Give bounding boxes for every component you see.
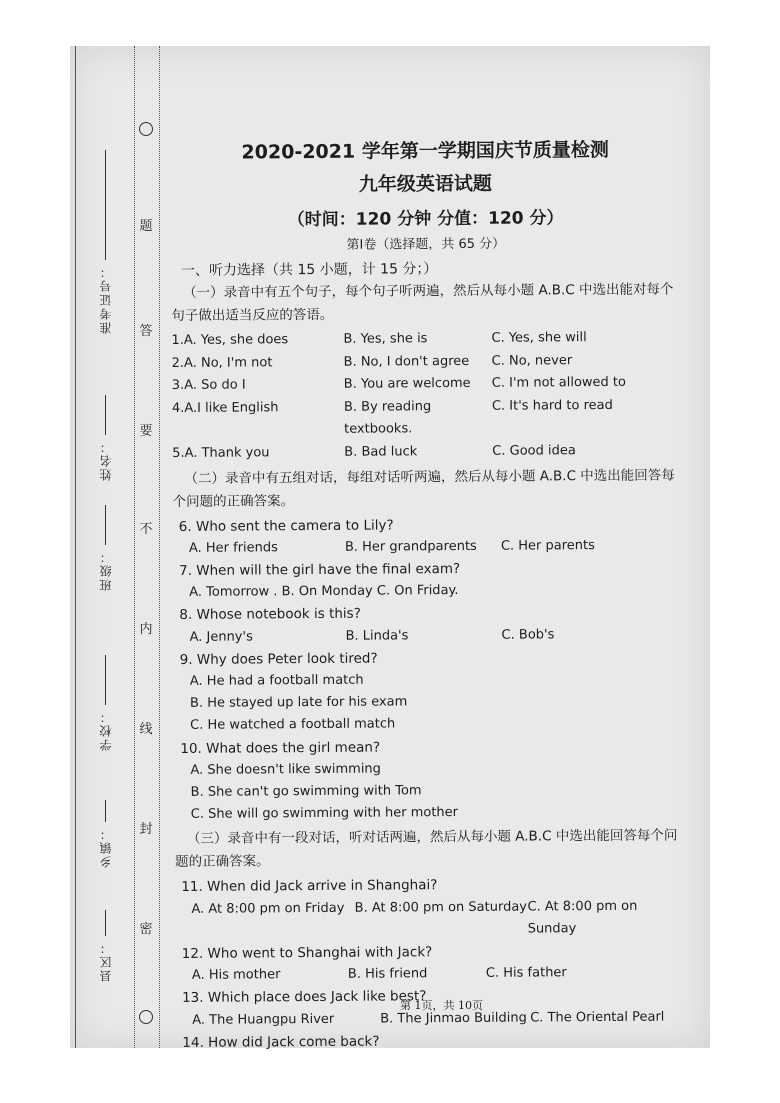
- question-8: 8. Whose notebook is this?: [179, 606, 361, 624]
- seal-circle-bottom: [139, 1010, 153, 1024]
- seal-char: 内: [138, 618, 154, 637]
- option-a: 5.A. Thank you: [172, 445, 270, 461]
- question-13: 13. Which place does Jack like best?: [182, 988, 427, 1007]
- option-c: C. The Oriental Pearl: [530, 1009, 665, 1026]
- option-b: B. Yes, she is: [343, 331, 428, 347]
- option-a: 2.A. No, I'm not: [171, 354, 273, 371]
- question-10: 10. What does the girl mean?: [180, 739, 381, 757]
- binding-edge-line: [75, 46, 76, 1048]
- option-c: C. Bob's: [501, 626, 555, 643]
- field-county[interactable]: [92, 910, 118, 982]
- question-12: 12. Who went to Shanghai with Jack?: [181, 944, 433, 962]
- option-c: C. It's hard to read: [491, 397, 613, 414]
- option-b: B. No, I don't agree: [343, 353, 470, 370]
- option-a: A. Her friends: [188, 540, 278, 556]
- part2-instruction: （二）录音中有五组对话，每组对话听两遍，然后从每小题 A.B.C 中选出能回答每个问题的正确答案。: [172, 467, 675, 510]
- question-7: 7. When will the girl have the final exam?: [179, 560, 461, 579]
- exam-content: [170, 126, 686, 1054]
- question-6: 6. Who sent the camera to Lily?: [178, 517, 394, 535]
- option-a: A. Jenny's: [189, 629, 253, 645]
- seal-char: 题: [138, 215, 154, 234]
- option-b: B. At 8:00 pm on Saturday: [354, 899, 528, 916]
- option-a: 1.A. Yes, she does: [171, 332, 289, 348]
- option-a: A. She doesn't like swimming: [190, 761, 381, 778]
- section-heading: 一、听力选择（共 15 小题，计 15 分；）: [180, 261, 438, 279]
- part1-instruction: （一）录音中有五个句子，每个句子听两遍，然后从每小题 A.B.C 中选出能对每个句子做出适当反应的答语。: [171, 281, 674, 324]
- question-11: 11. When did Jack arrive in Shanghai?: [181, 877, 438, 896]
- seal-circle-top: [139, 122, 153, 136]
- option-b: B. Linda's: [345, 627, 409, 644]
- volume-heading: 第Ⅰ卷（选择题，共 65 分）: [346, 236, 506, 253]
- option-c: C. Good idea: [492, 443, 576, 459]
- seal-char: 封: [138, 818, 154, 837]
- field-town-label: 乡镇：: [98, 826, 113, 868]
- field-school[interactable]: [92, 655, 118, 751]
- option-b: B. She can't go swimming with Tom: [190, 783, 422, 800]
- seal-char: 答: [138, 320, 154, 339]
- field-class[interactable]: [92, 505, 118, 591]
- page-number: 第 1页，共 10页: [400, 999, 483, 1012]
- field-town[interactable]: [92, 800, 118, 868]
- option-b: B. Her grandparents: [344, 538, 477, 555]
- option-b: B. You are welcome: [343, 376, 471, 392]
- option-c: C. No, never: [491, 352, 573, 369]
- field-exam-number-label: 准考证号：: [98, 264, 113, 334]
- answer-row: [172, 439, 682, 465]
- option-c: C. Her parents: [500, 537, 595, 554]
- exam-title: 2020-2021 学年第一学期国庆节质量检测: [241, 138, 609, 164]
- option-c: C. Yes, she will: [491, 330, 587, 346]
- option-b: B. By reading textbooks.: [343, 398, 432, 438]
- question-9: 9. Why does Peter look tired?: [179, 650, 378, 668]
- seal-char: 不: [138, 518, 154, 537]
- option-a: A. At 8:00 pm on Friday: [191, 900, 345, 917]
- field-school-label: 学校：: [98, 709, 113, 751]
- option-b: B. The Jinmao Building: [380, 1010, 527, 1027]
- question-11-options: [175, 895, 685, 943]
- option-c: C. I'm not allowed to: [491, 375, 627, 391]
- part3-instruction: （三）录音中有一段对话，听对话两遍，然后从每小题 A.B.C 中选出能回答每个问题的正确答案。: [175, 827, 678, 871]
- option-c: C. He watched a football match: [190, 716, 396, 734]
- question-7-options: A. Tomorrow . B. On Monday C. On Friday.: [189, 583, 459, 601]
- exam-subtitle: 九年级英语试题: [358, 172, 492, 196]
- answer-row: [172, 394, 682, 443]
- time-and-score: （时间：120 分钟 分值：120 分）: [287, 208, 564, 231]
- option-a: 3.A. So do I: [171, 377, 246, 394]
- option-a: A. He had a football match: [189, 672, 364, 689]
- option-c: C. At 8:00 pm on Sunday: [527, 898, 638, 937]
- field-name[interactable]: [92, 395, 118, 481]
- option-b: B. He stayed up late for his exam: [189, 694, 408, 712]
- field-county-label: 县区：: [98, 940, 113, 982]
- seal-char: 线: [138, 718, 154, 737]
- option-c: C. She will go swimming with her mother: [190, 805, 459, 823]
- option-b: B. His friend: [347, 966, 428, 982]
- field-exam-number[interactable]: [92, 150, 118, 334]
- field-name-label: 姓名：: [98, 439, 113, 481]
- option-a: A. His mother: [191, 967, 281, 984]
- option-a: 4.A.I like English: [171, 400, 279, 416]
- option-a: A. The Huangpu River: [192, 1011, 335, 1028]
- seal-char: 密: [138, 918, 154, 937]
- seal-char: 要: [138, 420, 154, 439]
- field-class-label: 班级：: [98, 549, 113, 591]
- question-14: 14. How did Jack come back?: [182, 1033, 380, 1051]
- seal-line-column: [134, 46, 160, 1048]
- option-b: B. Bad luck: [344, 444, 418, 460]
- option-c: C. His father: [485, 965, 567, 982]
